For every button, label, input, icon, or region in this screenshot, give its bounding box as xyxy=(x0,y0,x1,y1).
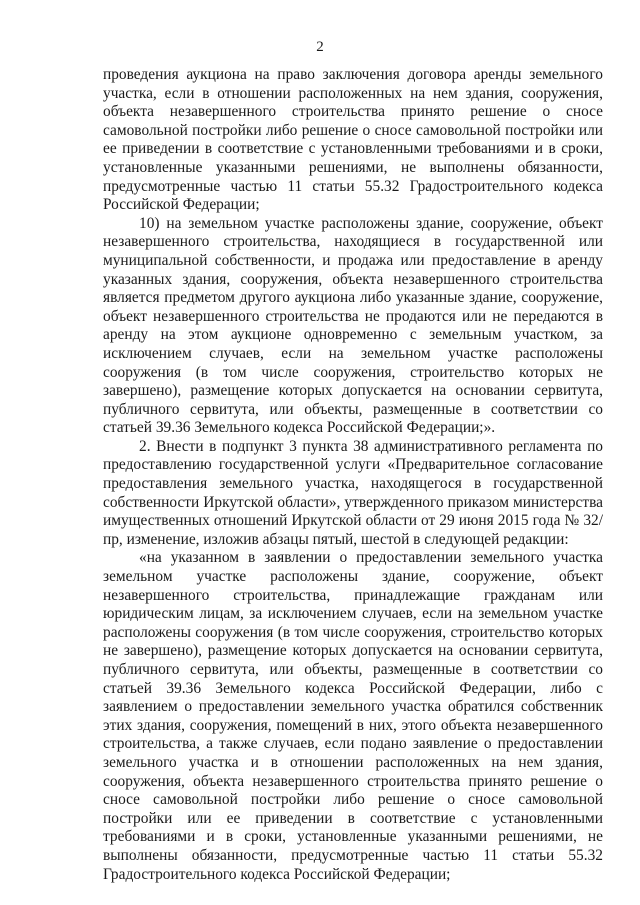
paragraph-item-2: 2. Внести в подпункт 3 пункта 38 административного регламента по предоставлению государственной услуги «Предварительное согласование предоставления земельного участка, находящегося в государственной собственности Иркутской области», утвержденного приказом министерства имущественных отношений Иркутской области от 29 июня 2015 года № 32/пр, изменение, изложив абзацы пятый, шестой в следующей редакции: xyxy=(103,437,603,548)
document-body xyxy=(103,66,603,884)
paragraph-item-10: 10) на земельном участке расположены здание, сооружение, объект незавершенного строительства, находящиеся в государственной или муниципальной собственности, и продажа или предоставление в аренду указанных здания, сооружения, объекта незавершенного строительства является предметом другого аукциона либо указанные здание, сооружение, объект незавершенного строительства не продаются или не передаются в аренду на этом аукционе одновременно с земельным участком, за исключением случаев, если на земельном участке расположены сооружения (в том числе сооружения, строительство которых не завершено), размещение которых допускается на основании сервитута, публичного сервитута, или объекты, размещенные в соответствии со статьей 39.36 Земельного кодекса Российской Федерации;». xyxy=(103,214,603,437)
paragraph-quote: «на указанном в заявлении о предоставлении земельного участка земельном участке расположены здание, сооружение, объект незавершенного строительства, принадлежащие гражданам или юридическим лицам, за исключением случаев, если на земельном участке расположены сооружения (в том числе сооружения, строительство которых не завершено), размещение которых допускается на основании сервитута, публичного сервитута, или объекты, размещенные в соответствии со статьей 39.36 Земельного кодекса Российской Федерации, либо с заявлением о предоставлении земельного участка обратился собственник этих здания, сооружения, помещений в них, этого объекта незавершенного строительства, а также случаев, если подано заявление о предоставлении земельного участка и в отношении расположенных на нем здания, сооружения, объекта незавершенного строительства принято решение о сносе самовольной постройки либо решение о сносе самовольной постройки или ее приведении в соответствие с установленными требованиями и в сроки, установленные указанными решениями, не выполнены обязанности, предусмотренные частью 11 статьи 55.32 Градостроительного кодекса Российской Федерации; xyxy=(103,549,603,883)
page-number: 2 xyxy=(316,39,324,55)
paragraph-continuation: проведения аукциона на право заключения договора аренды земельного участка, если в отношении расположенных на нем здания, сооружения, объекта незавершенного строительства принято решение о сносе самовольной постройки либо решение о сносе самовольной постройки или ее приведении в соответствие с установленными требованиями и в сроки, установленные указанными решениями, не выполнены обязанности, предусмотренные частью 11 статьи 55.32 Градостроительного кодекса Российской Федерации; xyxy=(103,66,603,214)
